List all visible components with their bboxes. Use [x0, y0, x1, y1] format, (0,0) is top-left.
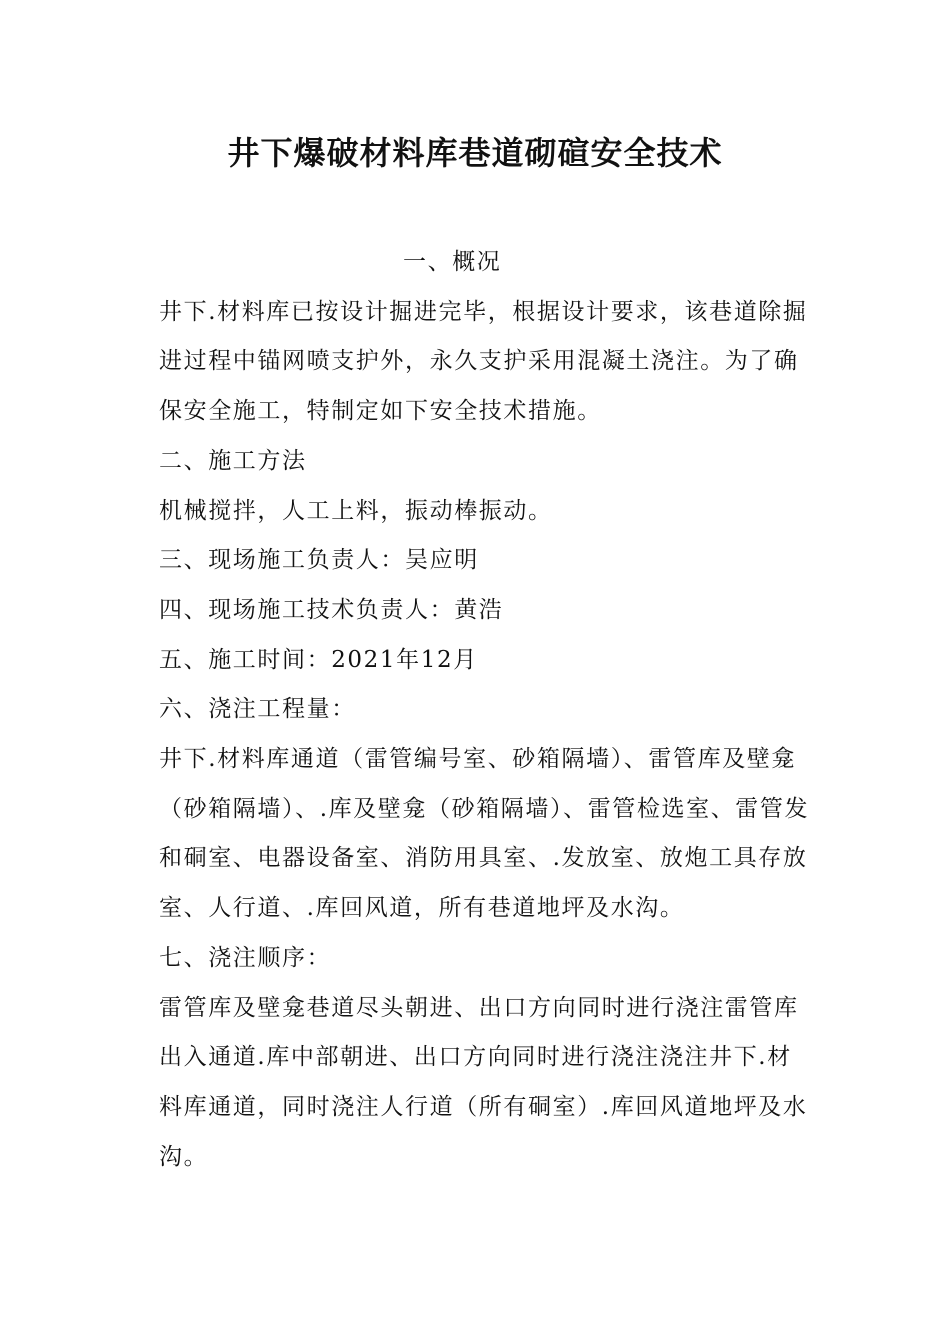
site-leader-line: 三、现场施工负责人：吴应明: [159, 547, 479, 574]
schedule-line: 五、施工时间：2021年12月: [159, 646, 478, 673]
order-paragraph: 雷管库及壁龛巷道尽头朝进、出口方向同时进行浇注雷管库出入通道.库中部朝进、出口方向同时进行浇注浇注井下.材料库通道，同时浇注人行道（所有硐室）.库回风道地坪及水沟。: [159, 994, 808, 1170]
overview-heading: 一、概况: [403, 249, 502, 275]
method-paragraph: 机械搅拌，人工上料，振动棒振动。: [159, 497, 553, 524]
document-body: [145, 238, 810, 1182]
quantity-paragraph: 井下.材料库通道（雷管编号室、砂箱隔墙）、雷管库及壁龛（砂箱隔墙）、.库及壁龛（砂箱隔墙）、雷管检选室、雷管发和硐室、电器设备室、消防用具室、.发放室、放炮工具存放室、人行道、.库回风道，所有巷道地坪及水沟。: [159, 746, 810, 922]
method-heading: 二、施工方法: [159, 447, 307, 474]
order-heading: 七、浇注顺序：: [159, 944, 332, 971]
quantity-heading: 六、浇注工程量：: [159, 696, 356, 723]
overview-paragraph: 井下.材料库已按设计掘进完毕，根据设计要求，该巷道除掘进过程中锚网喷支护外，永久支护采用混凝土浇注。为了确保安全施工，特制定如下安全技术措施。: [159, 298, 808, 425]
document-title: 井下爆破材料库巷道砌碹安全技术: [227, 134, 723, 172]
tech-leader-line: 四、现场施工技术负责人：黄浩: [159, 596, 504, 623]
